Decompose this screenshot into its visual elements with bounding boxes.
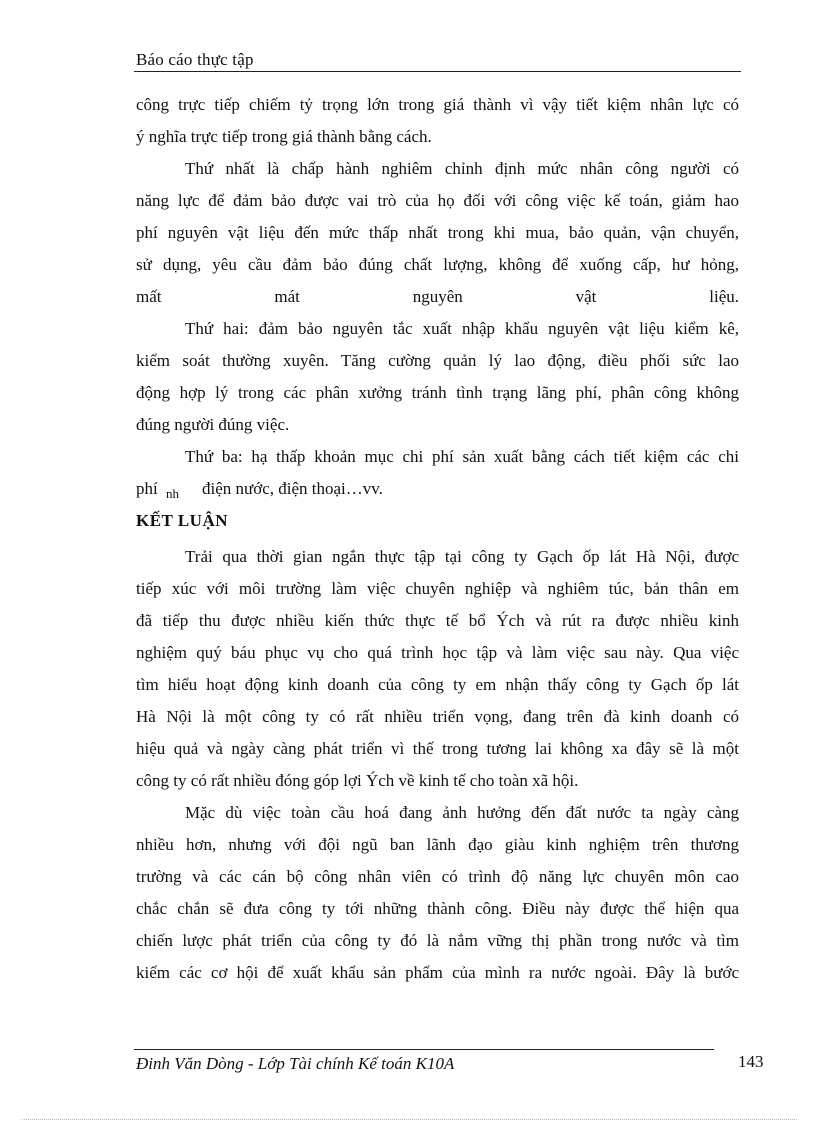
text-line: động hợp lý trong các phân xưởng tránh tình trạng lãng phí, phân công không [136,383,739,402]
text-line: hiệu quả và ngày càng phát triển vì thế trong tương lai không xa đây sẽ là một [136,739,739,758]
text-line: Trải qua thời gian ngắn thực tập tại công ty Gạch ốp lát Hà Nội, được [185,547,739,566]
page-header-title: Báo cáo thực tập [136,50,254,69]
text-line: nghiệm quý báu phục vụ cho quá trình học tập và làm việc sau này. Qua việc [136,643,739,662]
text-line: mất mát nguyên vật liệu. [136,287,739,306]
text-line: tiếp xúc với môi trường làm việc chuyên nghiệp và nghiêm túc, bản thân em [136,579,739,598]
text-line: đúng người đúng việc. [136,415,290,434]
page-edge-border [22,1119,797,1120]
text-line: kiểm soát thường xuyên. Tăng cường quản lý lao động, điều phối sức lao [136,351,739,370]
text-line: chiến lược phát triển của công ty đó là nắm vững thị phần trong nước và tìm [136,931,739,950]
text-fragment: phí [136,479,158,498]
paragraph-2 [136,153,739,313]
text-line: chắc chắn sẽ đưa công ty tới những thành công. Điều này được thể hiện qua [136,899,739,918]
paragraph-1 [136,89,739,153]
paragraph-5 [136,541,739,797]
text-line: công trực tiếp chiếm tỷ trọng lớn trong giá thành vì vậy tiết kiệm nhân lực có [136,95,739,114]
page-number: 143 [738,1052,764,1071]
text-line: đã tiếp thu được nhiều kiến thức thực tế bổ Ých và rút ra được nhiều kinh [136,611,739,630]
text-line: ý nghĩa trực tiếp trong giá thành bằng cách. [136,127,432,146]
text-fragment: điện nước, điện thoại…vv. [201,479,383,498]
footer-divider [134,1049,714,1050]
text-line: năng lực để đảm bảo được vai trò của họ đối với công việc kế toán, giảm hao [136,191,739,210]
text-line: kiếm các cơ hội để xuất khẩu sản phẩm của mình ra nước ngoài. Đây là bước [136,963,739,982]
text-line: tìm hiểu hoạt động kinh doanh của công ty em nhận thấy công ty Gạch ốp lát [136,675,739,694]
text-line: Thứ ba: hạ thấp khoản mục chi phí sản xuất bằng cách tiết kiệm các chi [185,447,739,466]
document-body [136,89,739,989]
text-line: công ty có rất nhiều đóng góp lợi Ých về kinh tế cho toàn xã hội. [136,771,579,790]
text-line: sử dụng, yêu cầu đảm bảo đúng chất lượng, không để xuống cấp, hư hỏng, [136,255,739,274]
text-line: trường và các cán bộ công nhân viên có trình độ năng lực chuyên môn cao [136,867,739,886]
paragraph-3 [136,313,739,441]
paragraph-6 [136,797,739,989]
text-line: Thứ nhất là chấp hành nghiêm chỉnh định mức nhân công người có [185,159,739,178]
text-line: Hà Nội là một công ty có rất nhiều triển vọng, đang trên đà kinh doanh có [136,707,739,726]
text-line: Thứ hai: đảm bảo nguyên tắc xuất nhập khẩu nguyên vật liệu kiểm kê, [185,319,739,338]
text-line: nhiều hơn, nhưng với đội ngũ ban lãnh đạo giàu kinh nghiệm trên thương [136,835,739,854]
footer-author: Đinh Văn Dòng - Lớp Tài chính Kế toán K10A [136,1054,455,1073]
header-divider [134,71,741,72]
text-line: Mặc dù việc toàn cầu hoá đang ảnh hưởng đến đất nước ta ngày càng [185,803,739,822]
stray-text-fragment: nh [166,486,179,501]
text-line: phí nguyên vật liệu đến mức thấp nhất trong khi mua, bảo quản, vận chuyển, [136,223,739,242]
text-line [136,473,739,505]
section-heading: KẾT LUẬN [136,511,229,530]
paragraph-4 [136,441,739,505]
